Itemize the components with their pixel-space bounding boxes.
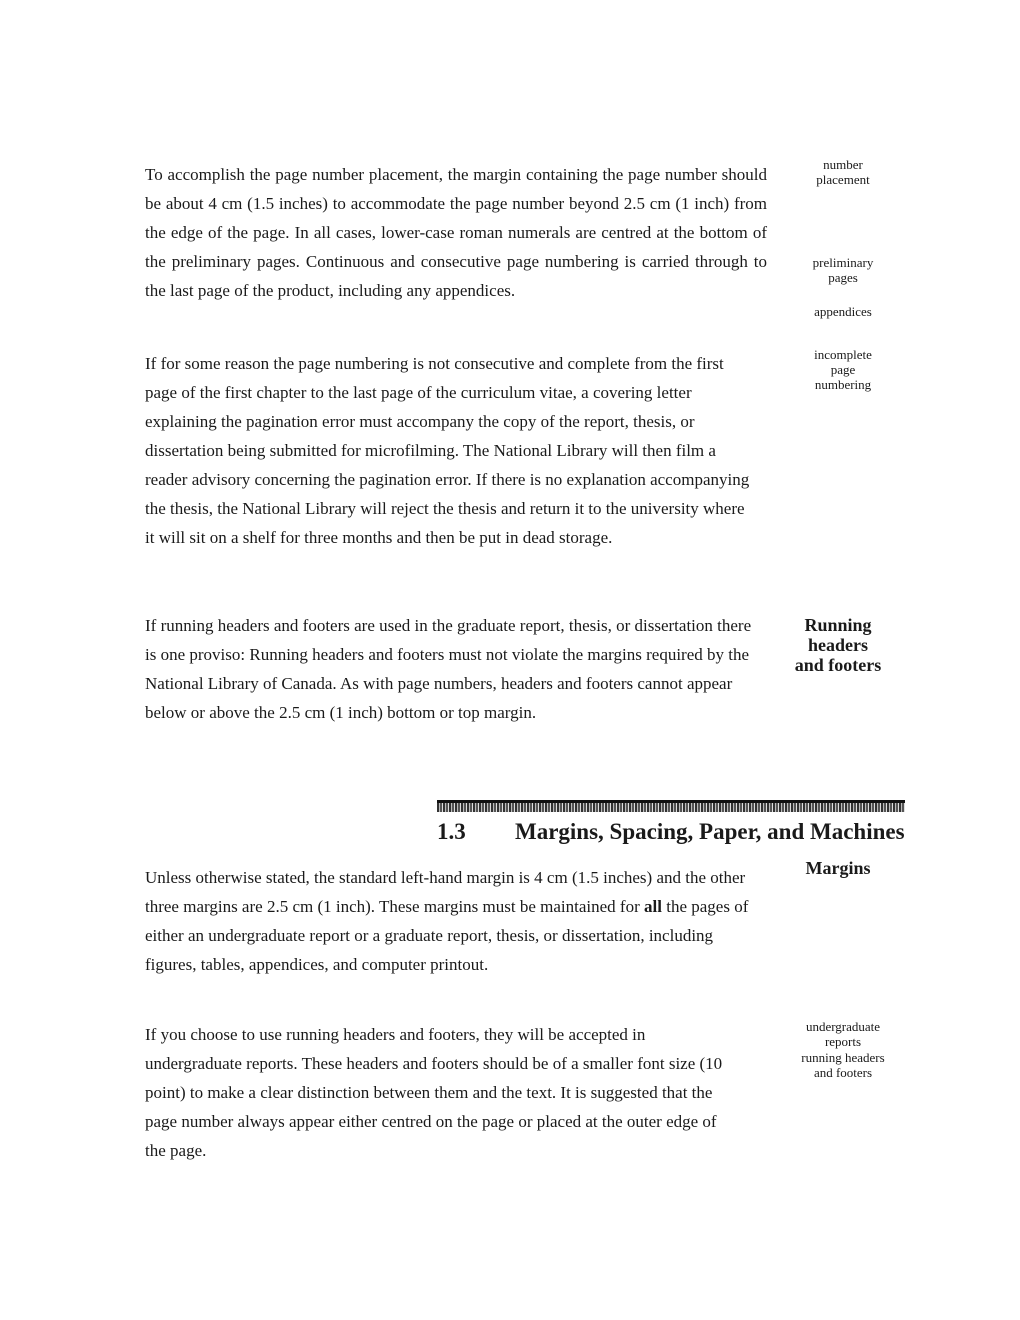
margin-note-line: Margins xyxy=(805,858,871,878)
margin-note-line: placement xyxy=(816,172,870,187)
margin-note-line: undergraduate xyxy=(805,1019,881,1034)
margin-note-line: Running xyxy=(804,615,872,635)
section-rule xyxy=(437,800,905,812)
margin-note-line: reports xyxy=(824,1034,862,1049)
margin-note-line: and footers xyxy=(794,655,882,675)
paragraph-incomplete-numbering: If for some reason the page numbering is not consecutive and complete from the first page of the first chapter to the last page of the curriculum vitae, a covering letter explaining the pagination error must accompany the copy of the report, thesis, or dissertation being submitted for microfilming. The National Library will then film a reader advisory concerning the pagination error. If there is no explanation accompanying the thesis, the National Library will reject the thesis and return it to the university where it will sit on a shelf for three months and then be put in dead storage. xyxy=(145,354,750,547)
paragraph-running-headers: If running headers and footers are used in the graduate report, thesis, or dissertation there is one proviso: Running headers and footers must not violate the margins required by the National Library of Canada. As with page numbers, headers and footers cannot appear below or above the 2.5 cm (1 inch) bottom or top margin. xyxy=(145,616,752,722)
margin-note-running-headers-footers xyxy=(778,615,898,675)
paragraph-undergrad-headers: If you choose to use running headers and footers, they will be accepted in undergraduate reports. These headers and footers should be of a smaller font size (10 point) to make a clear distinction between them and the text. It is suggested that the page number always appear either centred on the page or placed at the outer edge of the page. xyxy=(145,1025,723,1160)
margin-note-preliminary-pages xyxy=(788,255,898,285)
margin-note-margins xyxy=(778,858,898,878)
paragraph-margins xyxy=(145,863,757,979)
margin-note-line: numbering xyxy=(814,377,872,392)
section-number: 1.3 xyxy=(437,819,466,844)
margin-note-line: incomplete xyxy=(814,347,872,362)
margin-note-line: running headers xyxy=(801,1050,885,1065)
margin-note-running-headers-footers-small xyxy=(788,1050,898,1080)
margin-note-line: page xyxy=(830,362,856,377)
paragraph-margins-text-b: the pages of either an undergraduate report or a graduate report, thesis, or dissertation, including figures, tables, appendices, and computer printout. xyxy=(145,897,749,974)
section-title: Margins, Spacing, Paper, and Machines xyxy=(515,819,905,844)
margin-note-undergraduate-reports xyxy=(788,1019,898,1049)
paragraph-page-number-placement: To accomplish the page number placement, the margin containing the page number should be about 4 cm (1.5 inches) to accommodate the page number beyond 2.5 cm (1 inch) from the edge of the page. In all cases, lower-case roman numerals are centred at the bottom of the preliminary pages. Continuous and consecutive page numbering is carried through to the last page of the product, including any appendices. xyxy=(145,165,767,300)
margin-note-line: appendices xyxy=(814,304,872,319)
margin-note-appendices xyxy=(788,304,898,319)
margin-note-line: pages xyxy=(828,270,858,285)
margin-note-line: number xyxy=(823,157,863,172)
margin-note-line: preliminary xyxy=(812,255,874,270)
margin-note-incomplete-page-numbering xyxy=(788,347,898,392)
paragraph-margins-bold-all: all xyxy=(644,897,662,916)
margin-note-number-placement xyxy=(788,157,898,187)
margin-note-line: headers xyxy=(808,635,868,655)
paragraph-margins-text-a: Unless otherwise stated, the standard left-hand margin is 4 cm (1.5 inches) and the other three margins are 2.5 cm (1 inch). These margins must be maintained for xyxy=(145,868,746,916)
margin-note-line: and footers xyxy=(813,1065,873,1080)
section-heading xyxy=(437,815,907,849)
